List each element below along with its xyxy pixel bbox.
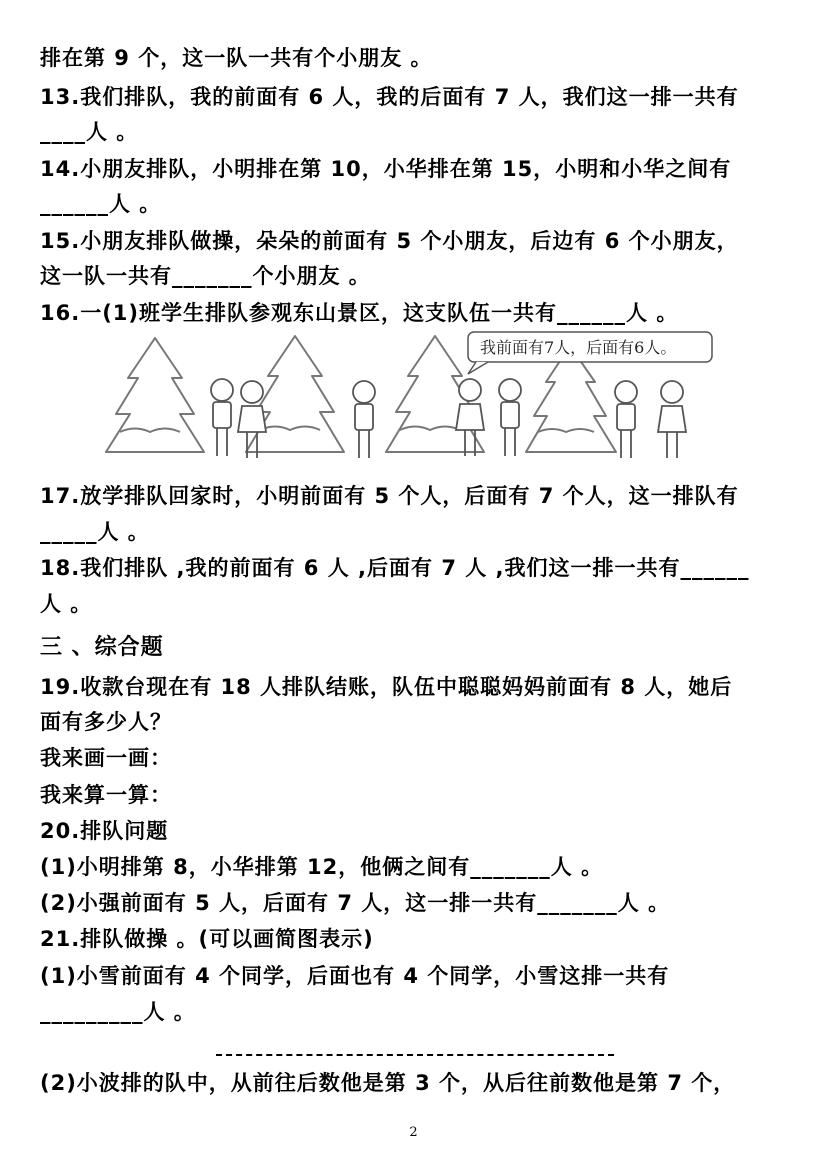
child-icon <box>353 381 375 458</box>
page-number: 2 <box>409 1125 418 1140</box>
question-19: 19.收款台现在有 18 人排队结账，队伍中聪聪妈妈前面有 8 人，她后 <box>40 675 733 699</box>
draw-prompt: 我来画一画： <box>40 746 172 770</box>
question-20: 20.排队问题 <box>40 819 169 843</box>
speech-bubble <box>468 332 712 374</box>
text-line: 面有多少人？ <box>40 710 172 734</box>
calc-prompt: 我来算一算： <box>40 783 172 807</box>
child-icon <box>658 381 686 458</box>
question-17: 17.放学排队回家时，小明前面有 5 个人，后面有 7 个人，这一排队有 <box>40 484 739 508</box>
question-21: 21.排队做操 。(可以画简图表示) <box>40 927 374 951</box>
question-20-1: (1)小明排第 8，小华排第 12，他俩之间有_______人 。 <box>40 855 604 879</box>
child-icon <box>499 379 521 456</box>
answer-blank-line: ____人 。 <box>40 120 139 144</box>
answer-blank-line: ______人 。 <box>40 192 162 216</box>
text-line: 排在第 9 个，这一队一共有个小朋友 。 <box>40 46 433 70</box>
drawing-line <box>216 1054 614 1056</box>
child-icon <box>238 381 266 458</box>
queue-illustration <box>100 330 730 466</box>
answer-blank-line: _____人 。 <box>40 520 150 544</box>
question-15: 15.小朋友排队做操，朵朵的前面有 5 个小朋友，后边有 6 个小朋友， <box>40 229 739 253</box>
question-21-2: (2)小波排的队中，从前往后数他是第 3 个，从后往前数他是第 7 个， <box>40 1071 736 1095</box>
question-16: 16.一(1)班学生排队参观东山景区，这支队伍一共有______人 。 <box>40 301 679 325</box>
question-21-1: (1)小雪前面有 4 个同学，后面也有 4 个同学，小雪这排一共有 <box>40 964 670 988</box>
child-icon <box>211 379 233 456</box>
question-18: 18.我们排队 ,我的前面有 6 人 ,后面有 7 人 ,我们这一排一共有______ <box>40 556 750 580</box>
answer-blank-line: _________人 。 <box>40 1000 196 1024</box>
section-heading: 三 、综合题 <box>40 635 164 660</box>
speech-bubble-text: 我前面有7人，后面有6人。 <box>480 338 677 357</box>
question-14: 14.小朋友排队，小明排在第 10，小华排在第 15，小明和小华之间有 <box>40 157 732 181</box>
text-line: 这一队一共有_______个小朋友 。 <box>40 264 371 288</box>
question-13: 13.我们排队，我的前面有 6 人，我的后面有 7 人，我们这一排一共有 <box>40 85 739 109</box>
text-line: 人 。 <box>40 592 93 616</box>
question-20-2: (2)小强前面有 5 人，后面有 7 人，这一排一共有_______人 。 <box>40 891 671 915</box>
tree-icon <box>106 338 204 452</box>
child-icon <box>615 381 637 458</box>
